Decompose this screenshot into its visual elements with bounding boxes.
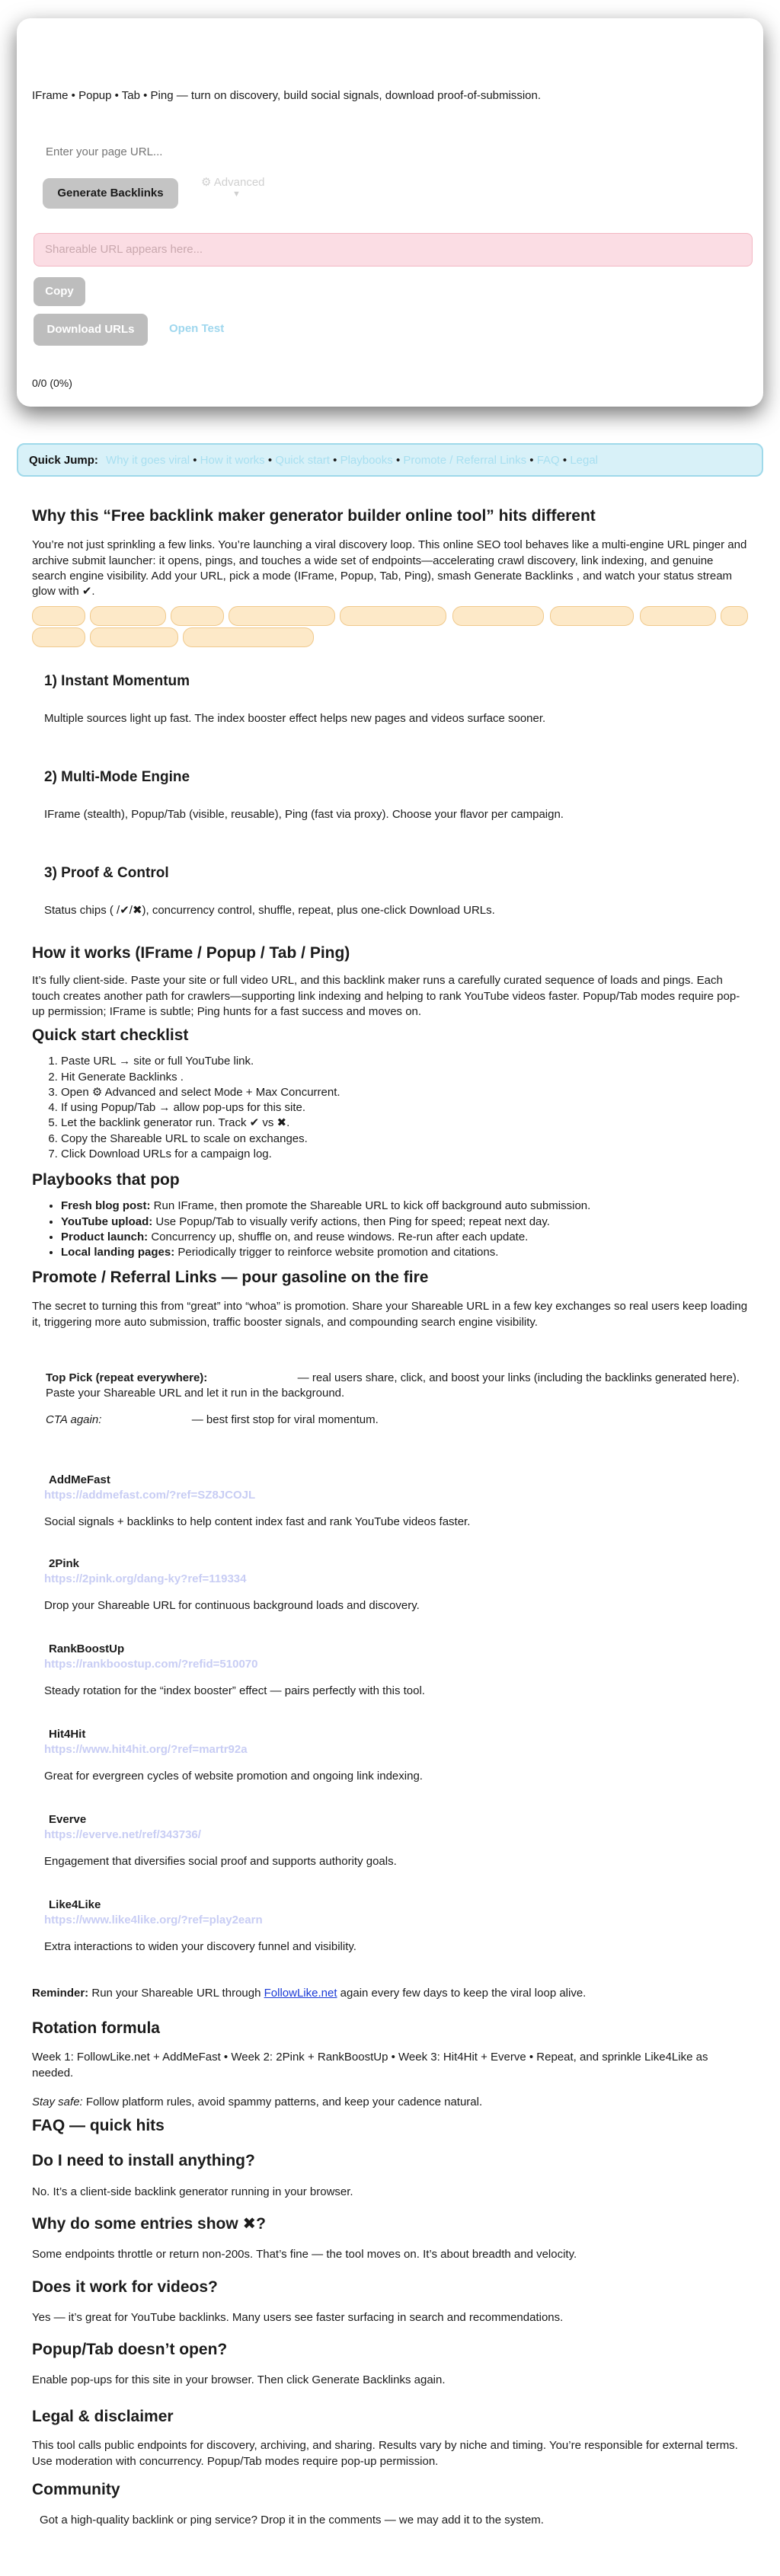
reminder-label: Reminder: <box>32 1987 89 2000</box>
checklist-section <box>32 1025 750 1162</box>
quick-jump-link-why[interactable]: Why it goes viral <box>106 454 190 467</box>
quick-jump-bar: Quick Jump: Why it goes viral • How it works • Quick start • Playbooks • Promote / Referral Links • FAQ • Legal <box>17 443 763 477</box>
referral-name: AddMeFast <box>49 1473 110 1486</box>
status-chip <box>229 606 335 626</box>
quick-jump-link-faq[interactable]: FAQ <box>536 454 560 467</box>
list-item: • Local landing pages: Periodically trigger to reinforce website promotion and citations. <box>61 1245 750 1260</box>
checklist-item: 1. Paste URL → site or full YouTube link. <box>61 1054 750 1069</box>
cta-label: CTA again: <box>46 1412 102 1426</box>
community-title: Community <box>32 2481 120 2498</box>
checklist-item: 2. Hit Generate Backlinks . <box>61 1070 750 1085</box>
status-chip <box>32 606 85 626</box>
referral-name: Hit4Hit <box>49 1728 86 1741</box>
referral-item <box>44 1556 750 1614</box>
referral-item <box>44 1727 750 1784</box>
status-chip <box>90 606 166 626</box>
feature-card <box>44 768 750 822</box>
open-test-link[interactable]: Open Test <box>169 322 225 335</box>
faq-section <box>32 2115 750 2389</box>
quick-jump-link-how[interactable]: How it works <box>200 454 265 467</box>
download-urls-button[interactable]: Download URLs <box>34 314 148 346</box>
referral-link[interactable]: https://2pink.org/dang-ky?ref=119334 <box>44 1572 247 1586</box>
referral-desc: Great for evergreen cycles of website promotion and ongoing link indexing. <box>44 1769 423 1783</box>
referral-desc: Extra interactions to widen your discovery funnel and visibility. <box>44 1939 356 1953</box>
community-section <box>32 2479 750 2529</box>
referral-link[interactable]: https://addmefast.com/?ref=SZ8JCOJL <box>44 1489 256 1502</box>
referral-link[interactable]: https://www.like4like.org/?ref=play2earn <box>44 1914 263 1927</box>
copy-button[interactable]: Copy <box>34 277 85 306</box>
quick-jump-label: Quick Jump: <box>29 454 98 467</box>
referral-name: Everve <box>49 1813 87 1826</box>
referral-desc: Social signals + backlinks to help content index fast and rank YouTube videos faster. <box>44 1515 471 1528</box>
checklist-item: 5. Let the backlink generator run. Track ✔ vs ✖. <box>61 1116 750 1131</box>
checklist-item: 4. If using Popup/Tab → allow pop-ups for this site. <box>61 1100 750 1116</box>
feature-text: IFrame (stealth), Popup/Tab (visible, reusable), Ping (fast via proxy). Choose your flavor per campaign. <box>44 807 564 821</box>
page <box>0 18 780 2576</box>
how-title: How it works (IFrame / Popup / Tab / Ping) <box>32 944 350 962</box>
referral-desc: Engagement that diversifies social proof and supports authority goals. <box>44 1854 397 1868</box>
referral-link[interactable]: https://everve.net/ref/343736/ <box>44 1828 201 1842</box>
referral-item <box>44 1812 750 1869</box>
tool-tagline: IFrame • Popup • Tab • Ping — turn on discovery, build social signals, download proof-of-submission. <box>32 89 542 102</box>
progress-counter: 0/0 (0%) <box>32 377 72 389</box>
how-text: It’s fully client-side. Paste your site or full video URL, and this backlink maker runs a carefully curated sequence of loads and pings. Each touch creates another path for crawlers—supporting link indexing and helping to rank YouTube videos faster. Popup/Tab modes require pop-up permission; IFrame is subtle; Ping hunts for a fast success and moves on. <box>32 974 740 1018</box>
playbooks-title: Playbooks that pop <box>32 1171 180 1189</box>
faq-question: Do I need to install anything? <box>32 2152 255 2170</box>
generate-backlinks-button[interactable]: Generate Backlinks <box>43 178 178 209</box>
shareable-url-field[interactable]: Shareable URL appears here... <box>34 233 753 267</box>
promote-title: Promote / Referral Links — pour gasoline on the fire <box>32 1269 429 1286</box>
status-chip <box>183 627 314 647</box>
community-text: Got a high-quality backlink or ping service? Drop it in the comments — we may add it to the system. <box>40 2514 544 2527</box>
stay-safe-label: Stay safe: <box>32 2095 83 2108</box>
cta-text: — best first stop for viral momentum. <box>191 1412 379 1426</box>
quick-jump-link-quick-start[interactable]: Quick start <box>275 454 330 467</box>
faq-question: Does it work for videos? <box>32 2278 218 2296</box>
status-chip <box>550 606 634 626</box>
how-section <box>32 943 750 1020</box>
referral-item <box>44 1473 750 1530</box>
status-chip <box>32 627 85 647</box>
feature-text: Multiple sources light up fast. The index booster effect helps new pages and videos surface sooner. <box>44 711 546 725</box>
top-pick <box>46 1371 750 1428</box>
status-chip <box>721 606 748 626</box>
faq-question: Why do some entries show ✖? <box>32 2214 266 2233</box>
feature-title: 2) Multi-Mode Engine <box>44 769 190 785</box>
status-chip <box>90 627 178 647</box>
rotation-title: Rotation formula <box>32 2019 160 2037</box>
feature-card <box>44 863 750 918</box>
list-item: • Fresh blog post: Run IFrame, then promote the Shareable URL to kick off background auto submission. <box>61 1199 750 1214</box>
chevron-down-icon: ▼ <box>232 190 241 199</box>
rotation-section: Rotation formula Week 1: FollowLike.net + AddMeFast • Week 2: 2Pink + RankBoostUp • Week 3: Hit4Hit + Everve • Repeat, and sprinkle Like4Like as needed. Stay safe: Follow platform rules, avoid spammy patterns, and keep your cadence natural. <box>32 2018 750 2110</box>
checklist-item: 7. Click Download URLs for a campaign log. <box>61 1147 750 1162</box>
url-input[interactable] <box>40 139 344 164</box>
checklist-title: Quick start checklist <box>32 1026 189 1044</box>
why-title: Why this “Free backlink maker generator builder online tool” hits different <box>32 507 596 525</box>
faq-answer: Some endpoints throttle or return non-200s. That’s fine — the tool moves on. It’s about breadth and velocity. <box>32 2248 577 2262</box>
playbooks-section <box>32 1170 750 1260</box>
followlike-link[interactable]: FollowLike.net <box>264 1987 337 2000</box>
checklist-item: 6. Copy the Shareable URL to scale on exchanges. <box>61 1132 750 1147</box>
rotation-line: Week 1: FollowLike.net + AddMeFast • Week 2: 2Pink + RankBoostUp • Week 3: Hit4Hit + Everve • Repeat, and sprinkle Like4Like as needed. <box>32 2051 708 2080</box>
referral-desc: Steady rotation for the “index booster” effect — pairs perfectly with this tool. <box>44 1684 425 1697</box>
feature-title: 1) Instant Momentum <box>44 673 190 689</box>
why-paragraph: You’re not just sprinkling a few links. You’re launching a viral discovery loop. This online SEO tool behaves like a multi-engine URL pinger and archive submit launcher: it opens, pings, and touches a wide set of endpoints—accelerating crawl discovery, link indexing, and genuine search engine visibility. Add your URL, pick a mode (IFrame, Popup, Tab, Ping), smash Generate Backlinks , and watch your status stream glow with ✔. <box>32 538 747 599</box>
feature-text: Status chips ( /✔/✖), concurrency control, shuffle, repeat, plus one-click Download URLs. <box>44 903 495 917</box>
legal-title: Legal & disclaimer <box>32 2408 174 2425</box>
promote-text: The secret to turning this from “great” into “whoa” is promotion. Share your Shareable URL in a few key exchanges so real users keep loading it, triggering more auto submission, traffic booster signals, and compounding search engine visibility. <box>32 1300 748 1329</box>
feature-title: 3) Proof & Control <box>44 865 169 881</box>
faq-title: FAQ — quick hits <box>32 2117 165 2134</box>
list-item: • Product launch: Concurrency up, shuffle on, and reuse windows. Re-run after each update. <box>61 1230 750 1245</box>
status-chip <box>340 606 446 626</box>
referral-name: RankBoostUp <box>49 1642 125 1655</box>
playbooks-list <box>32 1199 750 1260</box>
status-chip <box>452 606 544 626</box>
faq-answer: No. It’s a client-side backlink generator running in your browser. <box>32 2185 353 2198</box>
promote-section <box>32 1267 750 1330</box>
faq-question: Popup/Tab doesn’t open? <box>32 2341 228 2359</box>
quick-jump-link-playbooks[interactable]: Playbooks <box>340 454 393 467</box>
referral-item <box>44 1642 750 1699</box>
status-chip <box>640 606 716 626</box>
reminder: Reminder: Run your Shareable URL through FollowLike.net again every few days to keep the viral loop alive. <box>32 1987 587 2000</box>
referral-name: Like4Like <box>49 1898 101 1911</box>
referral-desc: Drop your Shareable URL for continuous background loads and discovery. <box>44 1598 420 1612</box>
checklist <box>32 1054 750 1162</box>
referral-link[interactable]: https://www.hit4hit.org/?ref=martr92a <box>44 1743 248 1757</box>
feature-card <box>44 672 750 726</box>
checklist-item: 3. Open ⚙ Advanced and select Mode + Max Concurrent. <box>61 1085 750 1100</box>
referral-link[interactable]: https://rankboostup.com/?refid=510070 <box>44 1658 258 1671</box>
tool-card <box>17 18 763 407</box>
referral-item <box>44 1898 750 1955</box>
status-chips <box>32 606 748 652</box>
faq-answer: Enable pop-ups for this site in your browser. Then click Generate Backlinks again. <box>32 2373 446 2387</box>
faq-answer: Yes — it’s great for YouTube backlinks. Many users see faster surfacing in search and recommendations. <box>32 2310 564 2324</box>
legal-section <box>32 2406 750 2469</box>
top-pick-label: Top Pick (repeat everywhere): <box>46 1371 208 1384</box>
quick-jump-link-legal[interactable]: Legal <box>570 454 599 467</box>
why-section <box>32 506 750 599</box>
legal-text: This tool calls public endpoints for discovery, archiving, and sharing. Results vary by niche and timing. You’re responsible for external terms. Use moderation with concurrency. Popup/Tab modes require pop-up permission. <box>32 2439 738 2468</box>
list-item: • YouTube upload: Use Popup/Tab to visually verify actions, then Ping for speed; repeat next day. <box>61 1215 750 1230</box>
status-chip <box>171 606 224 626</box>
referral-name: 2Pink <box>49 1557 80 1570</box>
quick-jump-link-promote[interactable]: Promote / Referral Links <box>403 454 527 467</box>
advanced-toggle[interactable]: ⚙ Advanced <box>201 176 265 189</box>
top-pick-text: — real users share, click, and boost your links (including the backlinks generated here). Paste your Shareable URL and let it run in the background. <box>46 1371 740 1400</box>
